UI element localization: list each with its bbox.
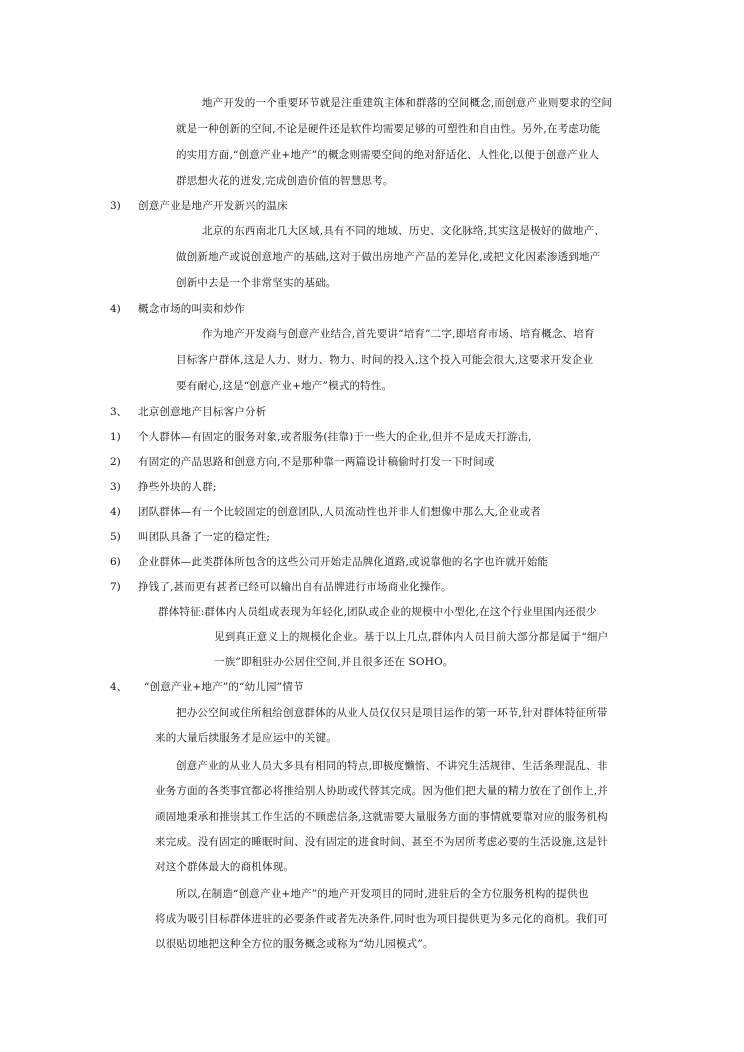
list-number: 3) xyxy=(110,200,121,212)
paragraph-line: 把办公空间或住所租给创意群体的从业人员仅仅只是项目运作的第一环节,针对群体特征所带 xyxy=(176,707,608,719)
list-item: 有固定的产品思路和创意方向,不是那种靠一两篇设计稿偷时打发一下时间或 xyxy=(138,456,495,468)
list-item: 挣钱了,甚而更有甚者已经可以输出自有品牌进行市场商业化操作。 xyxy=(138,581,452,593)
list-number: 5) xyxy=(110,531,121,543)
paragraph-line: 以很贴切地把这种全方位的服务概念或称为“幼儿园模式”。 xyxy=(155,938,434,950)
section-heading: 北京创意地产目标客户分析 xyxy=(138,406,267,418)
paragraph-line: 就是一种创新的空间,不论是硬件还是软件均需要足够的可塑性和自由性。另外,在考虑功能 xyxy=(176,123,601,135)
list-number: 4) xyxy=(110,506,121,518)
paragraph-line: 群体特征:群体内人员组成表现为年轻化,团队或企业的规模中小型化,在这个行业里国内还很少 xyxy=(158,606,597,618)
section-heading: “创意产业+地产”的“幼儿园”情节 xyxy=(144,681,304,693)
section-number: 3、 xyxy=(110,406,128,418)
paragraph-line: 作为地产开发商与创意产业结合,首先要讲“培育”二字,即培育市场、培育概念、培育 xyxy=(202,328,595,340)
list-heading: 创意产业是地产开发新兴的温床 xyxy=(138,200,288,212)
paragraph-line: 要有耐心,这是“创意产业+地产”模式的特性。 xyxy=(176,380,393,392)
paragraph-line: 群思想火花的迸发,完成创造价值的智慧思考。 xyxy=(176,175,394,187)
paragraph-line: 顽固地秉承和推崇其工作生活的不顾虑信条,这就需要大量服务方面的事情就要靠对应的服务机构 xyxy=(155,811,608,823)
list-item: 叫团队具备了一定的稳定性; xyxy=(138,531,271,543)
list-number: 2) xyxy=(110,456,121,468)
list-item: 团队群体—有一个比较固定的创意团队,人员流动性也并非人们想像中那么大,企业或者 xyxy=(138,506,541,518)
paragraph-line: 地产开发的一个重要环节就是注重建筑主体和群落的空间概念,而创意产业则要求的空间 xyxy=(202,97,613,109)
list-item: 挣些外块的人群; xyxy=(138,481,217,493)
list-item: 个人群体—有固定的服务对象,或者服务(挂靠)于一些大的企业,但并不是成天打游击, xyxy=(138,431,532,443)
paragraph-line: 北京的东西南北几大区域,具有不同的地域、历史、文化脉络,其实这是极好的做地产、 xyxy=(202,225,605,237)
list-number: 6) xyxy=(110,556,121,568)
list-item: 企业群体—此类群体所包含的这些公司开始走品牌化道路,或说靠他的名字也许就开始能 xyxy=(138,556,549,568)
paragraph-line: 做创新地产或说创意地产的基础,这对于做出房地产产品的差异化,或把文化因素渗透到地产 xyxy=(176,251,601,263)
paragraph-line: 将成为吸引目标群体进驻的必要条件或者先决条件,同时也为项目提供更为多元化的商机。我们可 xyxy=(155,913,608,925)
list-number: 3) xyxy=(110,481,121,493)
paragraph-line: 创意产业的从业人员大多具有相同的特点,即极度懒惰、不讲究生活规律、生活条理混乱、非 xyxy=(176,760,608,772)
paragraph-line: 来的大量后续服务才是应运中的关键。 xyxy=(155,732,337,744)
paragraph-line: 对这个群体最大的商机体现。 xyxy=(155,861,295,873)
paragraph-line: 业务方面的各类事宜都必将推给别人协助或代替其完成。因为他们把大量的精力放在了创作上,并 xyxy=(155,785,608,797)
list-number: 7) xyxy=(110,581,121,593)
section-number: 4、 xyxy=(110,681,128,693)
paragraph-line: 来完成。没有固定的睡眠时间、没有固定的进食时间、甚至不为居所考虑必要的生活设施,这是针 xyxy=(155,836,608,848)
list-number: 4) xyxy=(110,303,121,315)
list-number: 1) xyxy=(110,431,121,443)
paragraph-line: 目标客户群体,这是人力、财力、物力、时间的投入,这个投入可能会很大,这要求开发企业 xyxy=(176,354,594,366)
paragraph-line: 见到真正意义上的规模化企业。基于以上几点,群体内人员目前大部分都是属于“细户 xyxy=(214,631,609,643)
list-heading: 概念市场的叫卖和炒作 xyxy=(138,303,245,315)
paragraph-line: 一族”即租驻办公居住空间,并且很多还在 SOHO。 xyxy=(214,656,454,668)
paragraph-line: 创新中去是一个非常坚实的基础。 xyxy=(176,277,337,289)
paragraph-line: 的实用方面,“创意产业+地产”的概念则需要空间的绝对舒适化、人性化,以便于创意产业人 xyxy=(176,149,600,161)
paragraph-line: 所以,在制造“创意产业+地产”的地产开发项目的同时,进驻后的全方位服务机构的提供也 xyxy=(176,888,589,900)
